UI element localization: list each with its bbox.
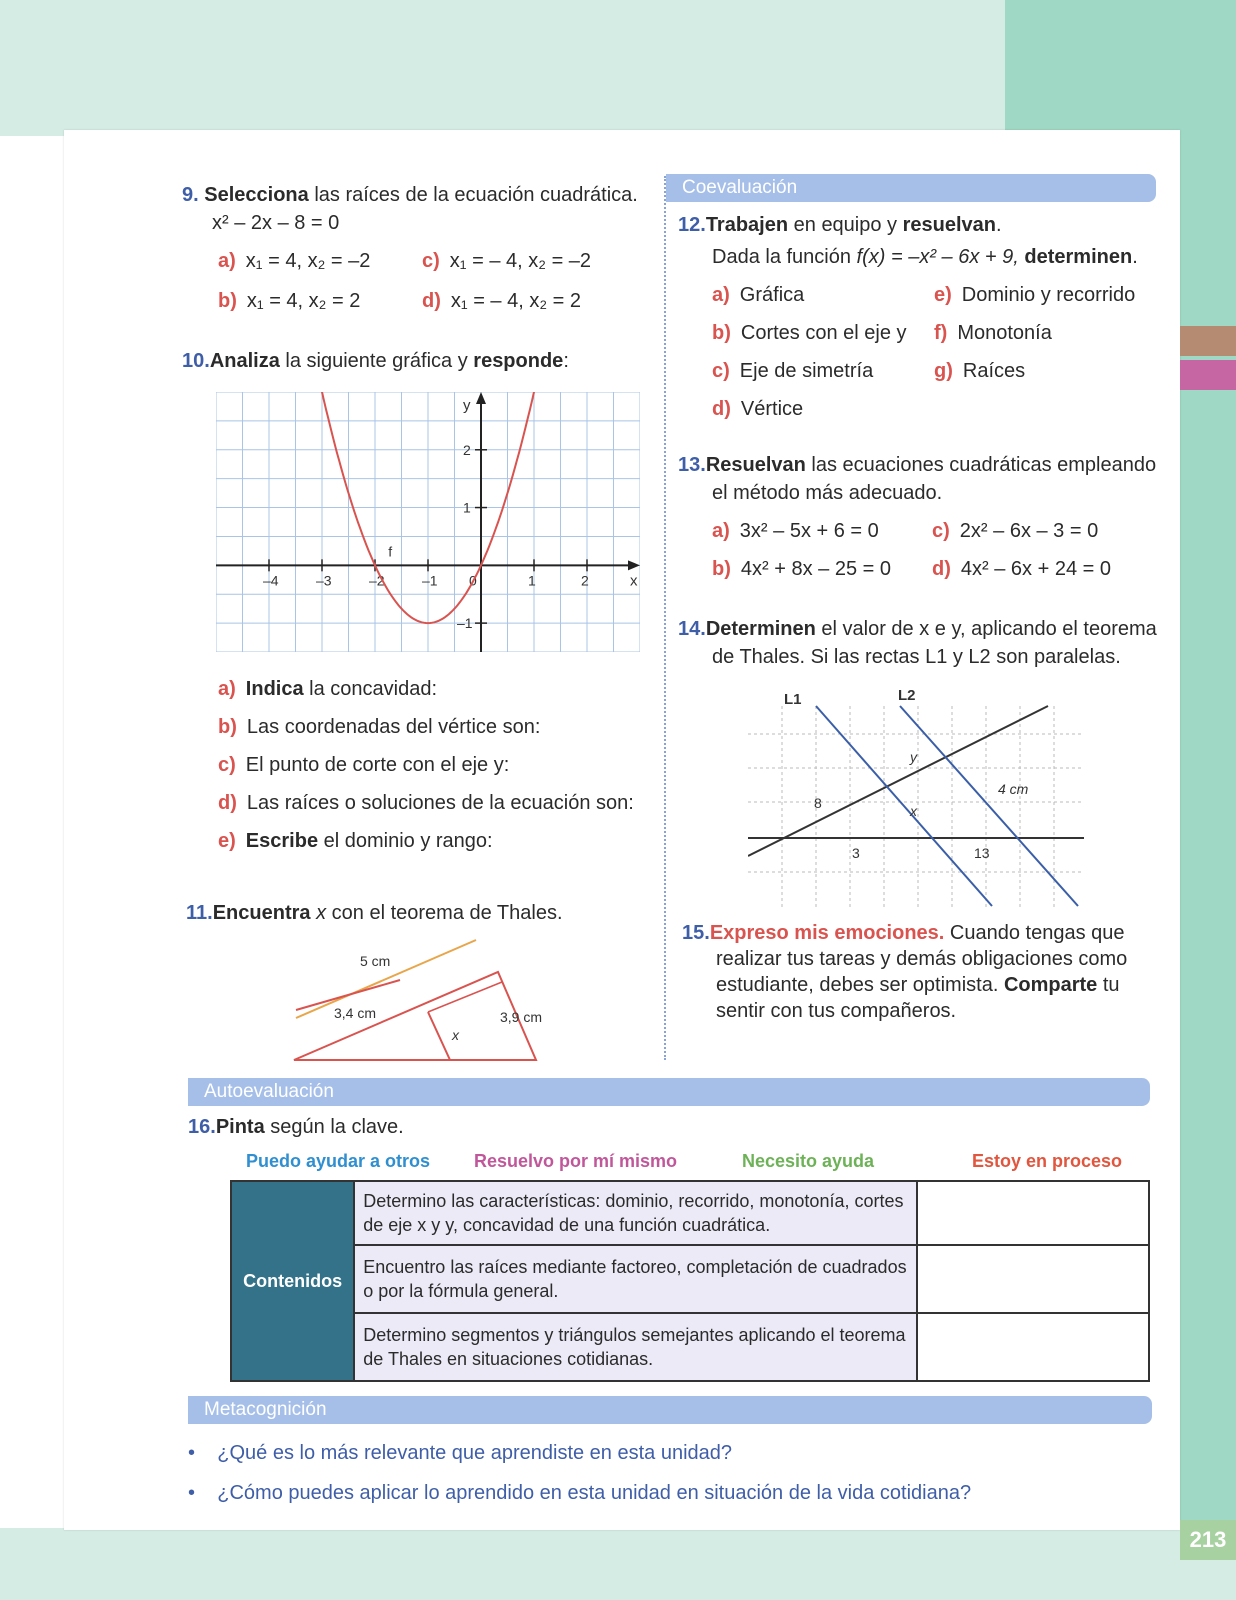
metacognicion-header: Metacognición bbox=[188, 1396, 1152, 1424]
paint-cell-3[interactable] bbox=[917, 1313, 1149, 1381]
q10-item-b: b) Las coordenadas del vértice son: bbox=[218, 716, 541, 738]
q9-prompt bbox=[182, 182, 638, 208]
label-3: 3 bbox=[852, 845, 860, 861]
q10-item-c: c) El punto de corte con el eje y: bbox=[218, 754, 510, 776]
x-axis-arrow bbox=[628, 560, 640, 570]
label-4cm: 4 cm bbox=[998, 781, 1029, 797]
paint-cell-1[interactable] bbox=[917, 1181, 1149, 1245]
curve-label: f bbox=[388, 543, 393, 560]
content-row-3: Determino segmentos y triángulos semejantes aplicando el teorema de Thales en situaciones cotidianas. bbox=[354, 1313, 917, 1381]
q12-item-b: b) Cortes con el eje y bbox=[712, 322, 907, 344]
label-3-4cm: 3,4 cm bbox=[334, 1005, 377, 1021]
q10-prompt: 10.Analiza la siguiente gráfica y responde: bbox=[182, 350, 569, 372]
content-row-1: Determino las características: dominio, recorrido, monotonía, cortes de eje x y y, concavidad de una función cuadrática. bbox=[354, 1181, 917, 1245]
q13-prompt-line2: el método más adecuado. bbox=[712, 482, 943, 504]
y-axis-label: y bbox=[463, 397, 471, 414]
page-number: 213 bbox=[1180, 1520, 1236, 1560]
key-en-proceso: Estoy en proceso bbox=[972, 1151, 1123, 1171]
parabola-graph bbox=[216, 392, 640, 652]
q9-option-a: a) x₁ = 4, x₂ = –2 bbox=[218, 250, 371, 272]
x-tick-label: –2 bbox=[369, 572, 385, 589]
label-x: x bbox=[452, 1027, 459, 1043]
y-axis-arrow bbox=[476, 392, 486, 404]
q10-item-a: a) Indica la concavidad: bbox=[218, 678, 438, 700]
column-divider bbox=[664, 176, 666, 1060]
label-y: y bbox=[910, 749, 917, 765]
q13-item-d: d) 4x² – 6x + 24 = 0 bbox=[932, 558, 1111, 580]
x-tick-label: 2 bbox=[581, 572, 589, 589]
q14-prompt-line2: de Thales. Si las rectas L1 y L2 son paralelas. bbox=[712, 646, 1121, 668]
key-resuelvo: Resuelvo por mí mismo bbox=[474, 1151, 678, 1171]
q12-item-e: e) Dominio y recorrido bbox=[934, 284, 1136, 306]
q12-item-g: g) Raíces bbox=[934, 360, 1026, 382]
thales-parallel-lines-figure bbox=[748, 686, 1084, 908]
q14-prompt: 14.Determinen el valor de x e y, aplicando el teorema bbox=[678, 618, 1157, 640]
x-tick-label: 0 bbox=[469, 572, 477, 589]
q13-item-c: c) 2x² – 6x – 3 = 0 bbox=[932, 520, 1099, 542]
contenidos-header: Contenidos bbox=[231, 1181, 354, 1381]
side-tab-brown bbox=[1180, 326, 1236, 356]
q12-item-a: a) Gráfica bbox=[712, 284, 805, 306]
line-l1 bbox=[816, 706, 992, 906]
x-tick-label: –4 bbox=[263, 572, 279, 589]
triangle-inner-segment bbox=[428, 1012, 450, 1060]
x-axis-label: x bbox=[630, 572, 638, 590]
label-5cm: 5 cm bbox=[360, 953, 391, 969]
q10-item-e: e) Escribe el dominio y rango: bbox=[218, 830, 493, 852]
key-puedo-ayudar: Puedo ayudar a otros bbox=[246, 1151, 431, 1171]
q9-option-d: d) x₁ = – 4, x₂ = 2 bbox=[422, 290, 582, 312]
label-l1: L1 bbox=[784, 691, 802, 708]
q13-item-b: b) 4x² + 8x – 25 = 0 bbox=[712, 558, 891, 580]
label-l2: L2 bbox=[898, 687, 916, 704]
parallel-line-top bbox=[296, 940, 476, 1018]
key-necesito-ayuda: Necesito ayuda bbox=[742, 1151, 875, 1171]
q12-prompt: 12.Trabajen en equipo y resuelvan. bbox=[678, 214, 1002, 236]
q12-item-c: c) Eje de simetría bbox=[712, 360, 874, 382]
q11-prompt: 11.Encuentra x con el teorema de Thales. bbox=[186, 902, 563, 924]
q16-prompt: 16.Pinta según la clave. bbox=[188, 1116, 404, 1138]
x-tick-label: 1 bbox=[528, 572, 536, 589]
graph-grid bbox=[216, 392, 640, 652]
y-tick-label: 2 bbox=[463, 441, 471, 458]
autoevaluacion-header: Autoevaluación bbox=[188, 1078, 1150, 1106]
thales-triangle-figure bbox=[290, 930, 550, 1064]
q9-option-c: c) x₁ = – 4, x₂ = –2 bbox=[422, 250, 592, 272]
content-row-2: Encuentro las raíces mediante factoreo, completación de cuadrados o por la fórmula general. bbox=[354, 1245, 917, 1313]
q9-equation: x² – 2x – 8 = 0 bbox=[212, 212, 340, 234]
bottom-color-band bbox=[0, 1528, 1236, 1600]
self-assessment-table bbox=[230, 1180, 1150, 1382]
label-8: 8 bbox=[814, 795, 822, 811]
side-tab-pink bbox=[1180, 360, 1236, 390]
q9-number: 9. bbox=[182, 184, 199, 206]
q9-verb: Selecciona bbox=[204, 184, 309, 206]
q9-option-b: b) x₁ = 4, x₂ = 2 bbox=[218, 290, 361, 312]
meta-question-1: • ¿Qué es lo más relevante que aprendiste en esta unidad? bbox=[188, 1442, 733, 1464]
q12-function-line: Dada la función f(x) = –x² – 6x + 9, determinen. bbox=[712, 246, 1138, 268]
meta-question-2: • ¿Cómo puedes aplicar lo aprendido en esta unidad en situación de la vida cotidiana? bbox=[188, 1482, 972, 1504]
x-tick-label: –3 bbox=[316, 572, 332, 589]
x-tick-label: –1 bbox=[422, 572, 438, 589]
q15-text: 15.Expreso mis emociones. Cuando tengas que realizar tus tareas y demás obligaciones como estudiante, debes ser optimista. Comparte tu sentir con tus compañeros. bbox=[682, 922, 1128, 1022]
y-tick-label: –1 bbox=[457, 615, 473, 632]
paint-cell-2[interactable] bbox=[917, 1245, 1149, 1313]
q9-text: las raíces de la ecuación cuadrática. bbox=[308, 184, 638, 206]
label-x: x bbox=[910, 803, 917, 819]
q12-item-d: d) Vértice bbox=[712, 398, 804, 420]
q13-item-a: a) 3x² – 5x + 6 = 0 bbox=[712, 520, 879, 542]
q13-prompt: 13.Resuelvan las ecuaciones cuadráticas empleando bbox=[678, 454, 1157, 476]
label-13: 13 bbox=[974, 845, 990, 861]
coevaluacion-header: Coevaluación bbox=[666, 174, 1156, 202]
label-3-9cm: 3,9 cm bbox=[500, 1009, 543, 1025]
q10-item-d: d) Las raíces o soluciones de la ecuación son: bbox=[218, 792, 634, 814]
q12-item-f: f) Monotonía bbox=[934, 322, 1052, 344]
y-tick-label: 1 bbox=[463, 499, 471, 516]
